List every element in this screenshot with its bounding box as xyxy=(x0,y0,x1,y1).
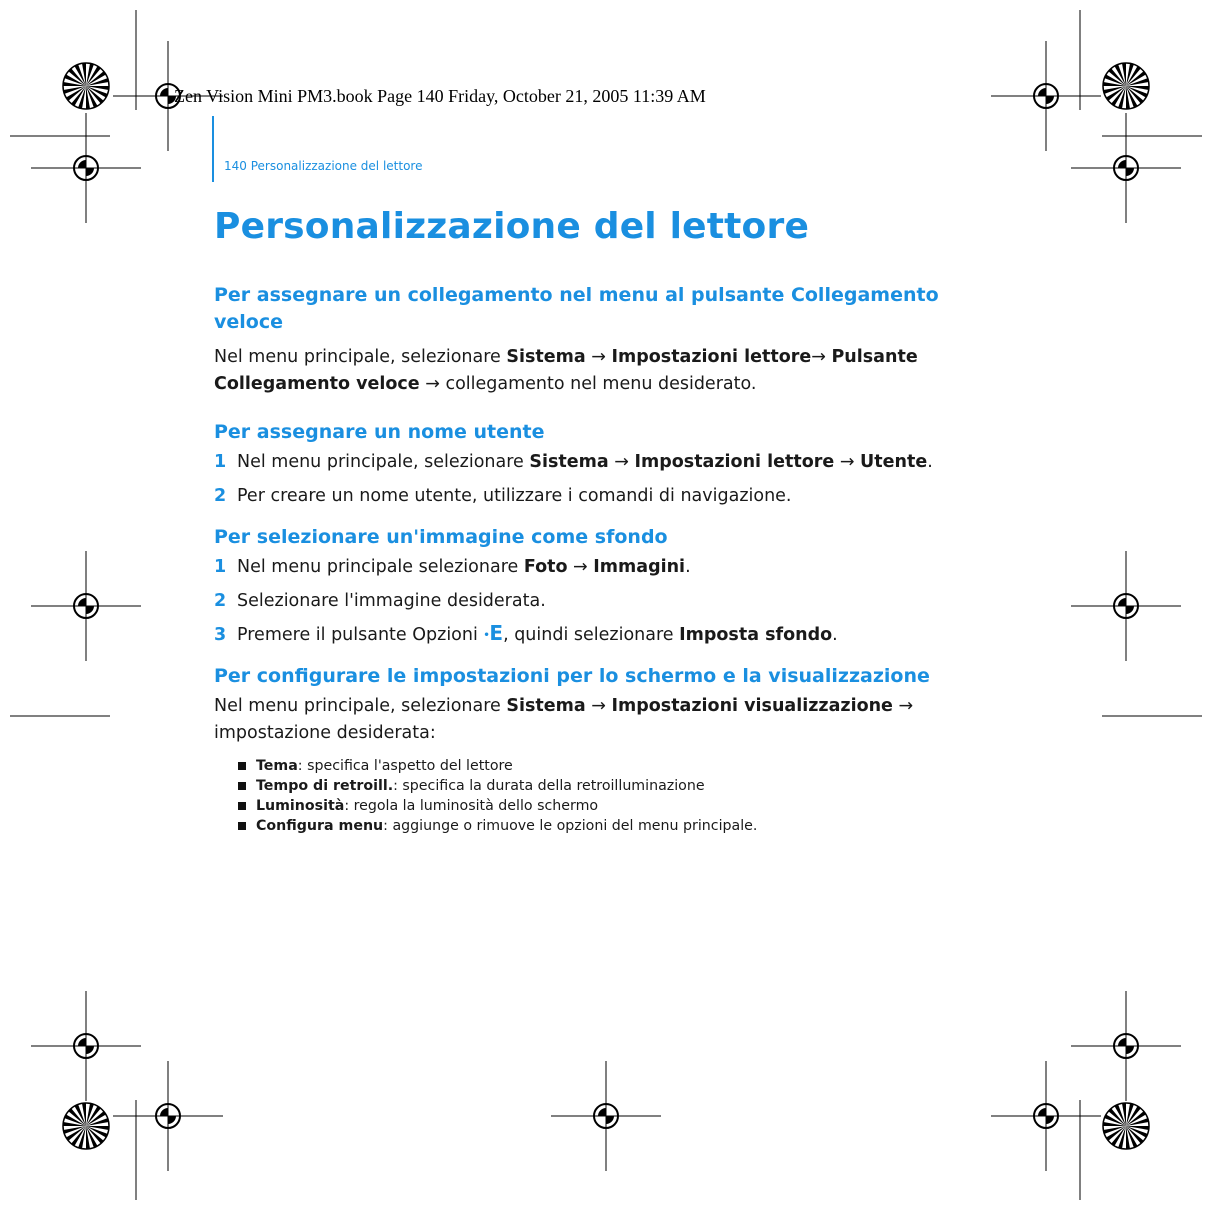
sunburst-mark-top-right xyxy=(1103,63,1149,109)
menu-path: Sistema xyxy=(506,696,586,716)
term: Luminosità xyxy=(256,798,345,814)
page-title: Personalizzazione del lettore xyxy=(214,206,810,247)
menu-path: Pulsante Collegamento veloce xyxy=(214,347,918,394)
menu-path: Impostazioni visualizzazione xyxy=(611,696,893,716)
step-list xyxy=(214,554,984,649)
menu-path: Impostazioni lettore xyxy=(611,347,812,367)
registration-mark xyxy=(1071,551,1181,661)
bullet-square-icon xyxy=(238,802,246,810)
step-number: 2 xyxy=(214,591,227,611)
step-number: 1 xyxy=(214,557,227,577)
arrow: → xyxy=(892,696,914,716)
text: Nel menu principale selezionare xyxy=(237,557,524,577)
step-number: 2 xyxy=(214,486,227,506)
registration-mark xyxy=(31,551,141,661)
text: Premere il pulsante Opzioni xyxy=(237,625,484,645)
menu-path: Foto xyxy=(523,557,568,577)
sunburst-mark-top-left xyxy=(63,63,109,109)
text: impostazione desiderata: xyxy=(214,723,436,743)
text: Nel menu principale, selezionare xyxy=(237,452,530,472)
registration-mark xyxy=(31,113,141,223)
paragraph xyxy=(214,344,984,398)
options-icon: • E xyxy=(483,621,504,645)
arrow: → xyxy=(811,347,832,367)
registration-mark xyxy=(113,1061,223,1171)
step-number: 1 xyxy=(214,452,227,472)
text: Nel menu principale, selezionare xyxy=(214,347,507,367)
step-number: 3 xyxy=(214,625,227,645)
text: , quindi selezionare xyxy=(503,625,680,645)
menu-path: Utente xyxy=(860,452,928,472)
registration-mark xyxy=(1071,991,1181,1101)
term: Tempo di retroill. xyxy=(256,778,394,794)
registration-mark xyxy=(1071,113,1181,223)
sunburst-mark-bottom-right xyxy=(1103,1103,1149,1149)
text: Per creare un nome utente, utilizzare i comandi di navigazione. xyxy=(237,486,792,506)
registration-mark xyxy=(991,1061,1101,1171)
arrow: → xyxy=(834,452,861,472)
section-heading: Per assegnare un collegamento nel menu al pulsante Collegamento veloce xyxy=(214,284,939,333)
book-slug: Zen Vision Mini PM3.book Page 140 Friday, October 21, 2005 11:39 AM xyxy=(174,86,706,106)
text: → collegamento nel menu desiderato. xyxy=(419,374,757,394)
registration-mark xyxy=(551,1061,661,1171)
running-header: 140 Personalizzazione del lettore xyxy=(224,159,423,173)
text: . xyxy=(832,625,838,645)
section-username xyxy=(214,419,984,510)
step-list xyxy=(214,449,984,510)
bullet-item xyxy=(238,796,984,816)
running-header-bar xyxy=(212,116,214,182)
menu-path: Sistema xyxy=(529,452,609,472)
bullet-item xyxy=(238,776,984,796)
bullet-square-icon xyxy=(238,782,246,790)
arrow: → xyxy=(608,452,635,472)
step xyxy=(214,588,984,615)
text: . xyxy=(685,557,691,577)
text: Selezionare l'immagine desiderata. xyxy=(237,591,546,611)
registration-mark xyxy=(31,991,141,1101)
registration-mark xyxy=(991,41,1101,151)
description: : regola la luminosità dello schermo xyxy=(344,798,599,814)
section-display xyxy=(214,663,984,836)
page-content xyxy=(214,282,984,836)
menu-path: Imposta sfondo xyxy=(679,625,833,645)
term: Tema xyxy=(256,758,298,774)
step xyxy=(214,449,984,476)
step xyxy=(214,622,984,649)
bullet-square-icon xyxy=(238,762,246,770)
step xyxy=(214,554,984,581)
description: : specifica l'aspetto del lettore xyxy=(297,758,513,774)
arrow: → xyxy=(567,557,594,577)
description: : aggiunge o rimuove le opzioni del menu principale. xyxy=(383,818,758,834)
section-wallpaper xyxy=(214,524,984,649)
sunburst-mark-bottom-left xyxy=(63,1103,109,1149)
arrow: → xyxy=(585,347,612,367)
term: Configura menu xyxy=(256,818,384,834)
section-heading: Per configurare le impostazioni per lo schermo e la visualizzazione xyxy=(214,665,930,687)
text: . xyxy=(927,452,933,472)
section-heading: Per selezionare un'immagine come sfondo xyxy=(214,526,668,548)
menu-path: Impostazioni lettore xyxy=(634,452,835,472)
text: Nel menu principale, selezionare xyxy=(214,696,507,716)
bullet-item xyxy=(238,816,984,836)
step xyxy=(214,483,984,510)
bullet-list xyxy=(214,756,984,836)
section-quick-link xyxy=(214,282,984,398)
description: : specifica la durata della retroilluminazione xyxy=(393,778,705,794)
bullet-square-icon xyxy=(238,822,246,830)
arrow: → xyxy=(585,696,612,716)
section-heading: Per assegnare un nome utente xyxy=(214,421,545,443)
menu-path: Immagini xyxy=(593,557,686,577)
bullet-item xyxy=(238,756,984,776)
paragraph xyxy=(214,693,984,747)
menu-path: Sistema xyxy=(506,347,586,367)
